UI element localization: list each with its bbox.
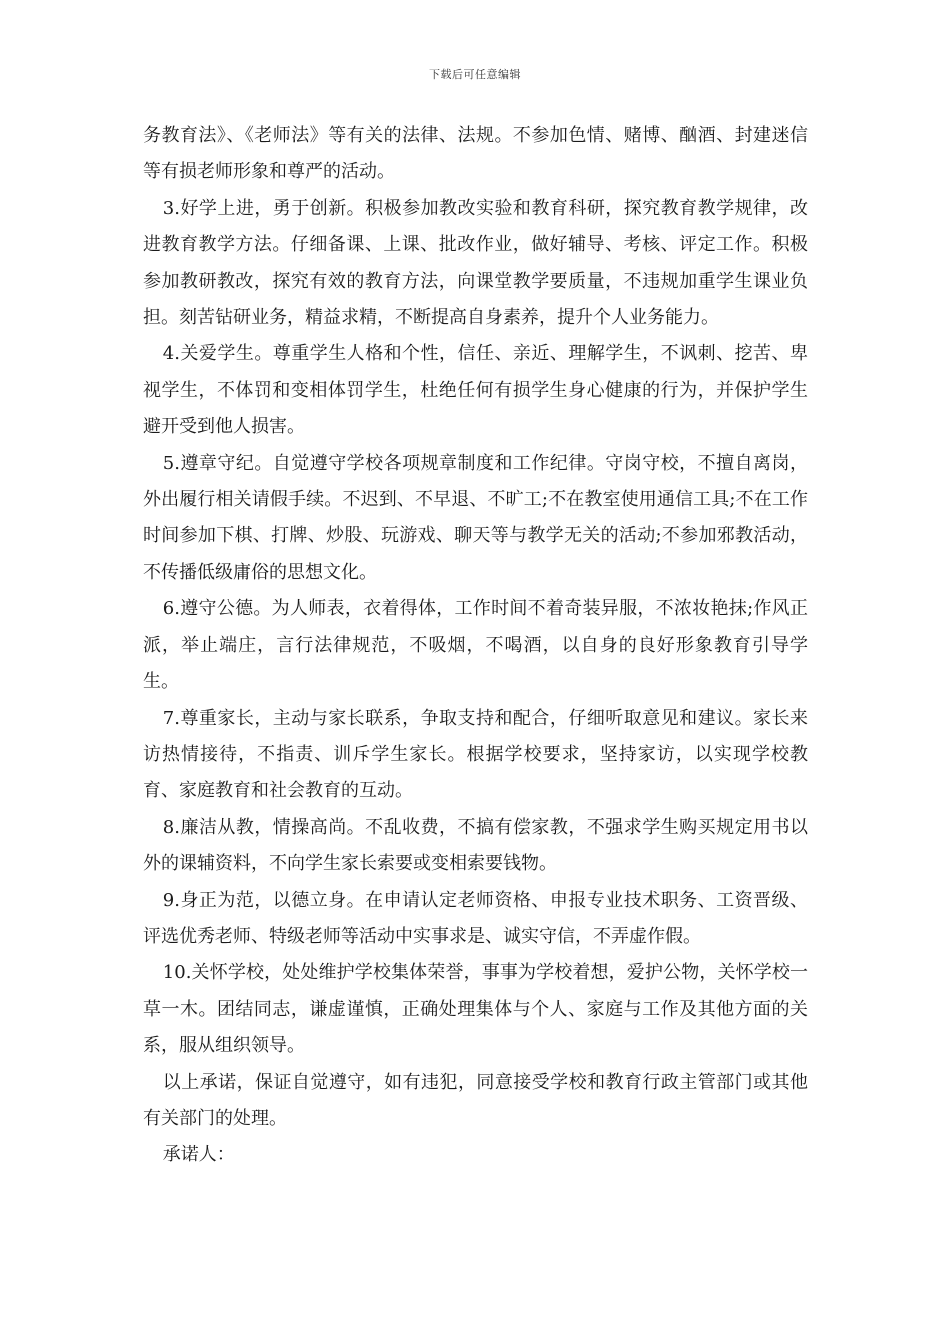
paragraph-item-8: 8.廉洁从教，情操高尚。不乱收费，不搞有偿家教，不强求学生购买规定用书以外的课辅资料，不向学生家长索要或变相索要钱物。 (143, 816, 808, 875)
paragraph-item-5: 5.遵章守纪。自觉遵守学校各项规章制度和工作纪律。守岗守校，不擅自离岗，外出履行相关请假手续。不迟到、不早退、不旷工;不在教室使用通信工具;不在工作时间参加下棋、打牌、炒股、玩游戏、聊天等与教学无关的活动;不参加邪教活动，不传播低级庸俗的思想文化。 (143, 452, 808, 583)
paragraph-item-6: 6.遵守公德。为人师表，衣着得体，工作时间不着奇装异服，不浓妆艳抹;作风正派，举止端庄，言行法律规范，不吸烟，不喝酒，以自身的良好形象教育引导学生。 (143, 598, 808, 693)
paragraph-item-7: 7.尊重家长，主动与家长联系，争取支持和配合，仔细听取意见和建议。家长来访热情接待，不指责、训斥学生家长。根据学校要求，坚持家访，以实现学校教育、家庭教育和社会教育的互动。 (143, 707, 808, 802)
paragraph-item-4: 4.关爱学生。尊重学生人格和个性，信任、亲近、理解学生，不讽刺、挖苦、卑视学生，不体罚和变相体罚学生，杜绝任何有损学生身心健康的行为，并保护学生避开受到他人损害。 (143, 343, 808, 438)
paragraph-item-3: 3.好学上进，勇于创新。积极参加教改实验和教育科研，探究教育教学规律，改进教育教学方法。仔细备课、上课、批改作业，做好辅导、考核、评定工作。积极参加教研教改，探究有效的教育方法，向课堂教学要质量，不违规加重学生课业负担。刻苦钻研业务，精益求精，不断提高自身素养，提升个人业务能力。 (143, 197, 808, 329)
paragraph-item-10: 10.关怀学校，处处维护学校集体荣誉，事事为学校着想，爱护公物，关怀学校一草一木。团结同志，谦虚谨慎，正确处理集体与个人、家庭与工作及其他方面的关系，服从组织领导。 (143, 962, 808, 1057)
paragraph-continuation: 务教育法》、《老师法》等有关的法律、法规。不参加色情、赌博、酗酒、封建迷信等有损老师形象和尊严的活动。 (143, 125, 808, 183)
page-header: 下载后可任意编辑 (429, 68, 521, 81)
paragraph-signatory-label: 承诺人： (162, 1144, 235, 1166)
paragraph-pledge-statement: 以上承诺，保证自觉遵守，如有违犯，同意接受学校和教育行政主管部门或其他有关部门的处理。 (143, 1071, 808, 1129)
document-body (143, 118, 808, 1174)
paragraph-item-9: 9.身正为范，以德立身。在申请认定老师资格、申报专业技术职务、工资晋级、评选优秀老师、特级老师等活动中实事求是、诚实守信，不弄虚作假。 (143, 889, 808, 947)
